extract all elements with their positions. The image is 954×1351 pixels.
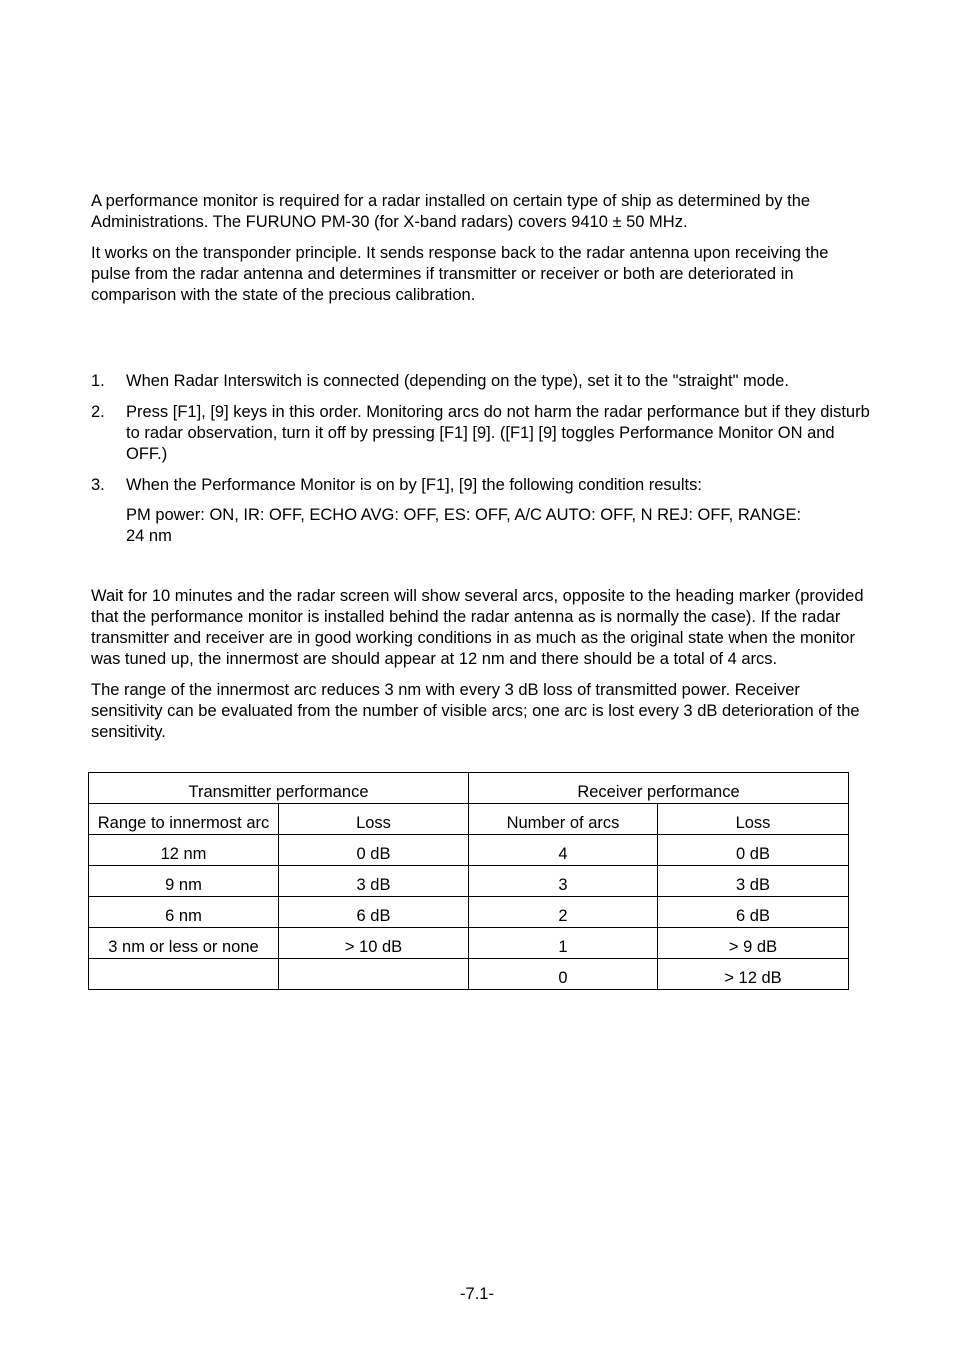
list-item [91,371,871,392]
table-cell: > 9 dB [658,928,849,959]
table-cell: 6 dB [658,897,849,928]
table-cell: 3 [469,866,658,897]
table-cell: 0 dB [279,835,469,866]
table-cell: 6 nm [89,897,279,928]
table-cell [89,959,279,990]
column-header: Loss [658,804,849,835]
step-text: When Radar Interswitch is connected (depending on the type), set it to the "straight" mode. [126,372,789,390]
table-cell: 4 [469,835,658,866]
table-row [89,835,849,866]
table-cell: 0 [469,959,658,990]
results-section [91,586,871,743]
table-cell: 3 nm or less or none [89,928,279,959]
receiver-performance-header: Receiver performance [469,773,849,804]
table-cell: 1 [469,928,658,959]
table-cell: 9 nm [89,866,279,897]
table-row [89,928,849,959]
step-text: When the Performance Monitor is on by [F1], [9] the following condition results: [126,476,702,494]
table-cell: 2 [469,897,658,928]
step-number: 1. [91,372,105,390]
intro-paragraph-2: It works on the transponder principle. It sends response back to the radar antenna upon receiving the pulse from the radar antenna and determines if transmitter or receiver or both are deteriorated in comparison with the state of the precious calibration. [91,244,829,304]
table-cell: 3 dB [658,866,849,897]
results-paragraph-2: The range of the innermost arc reduces 3 nm with every 3 dB loss of transmitted power. Receiver sensitivity can be evaluated from the number of visible arcs; one arc is lost every 3 dB deterioration of the sensitivity. [91,681,860,741]
table-cell: 0 dB [658,835,849,866]
table-cell: > 12 dB [658,959,849,990]
step-number: 3. [91,476,105,494]
intro-section [91,191,871,306]
column-header: Number of arcs [469,804,658,835]
transmitter-performance-header: Transmitter performance [89,773,469,804]
table-row [89,897,849,928]
list-item [91,402,871,465]
table-cell: 12 nm [89,835,279,866]
table-cell: 3 dB [279,866,469,897]
step-text: Press [F1], [9] keys in this order. Monitoring arcs do not harm the radar performance but if they disturb to radar observation, turn it off by pressing [F1] [9]. ([F1] [9] toggles Performance Monitor ON and OFF.) [126,403,870,463]
column-header: Range to innermost arc [89,804,279,835]
condition-line [91,505,871,547]
list-item [91,475,871,496]
table-group-header-row [89,773,849,804]
column-header: Loss [279,804,469,835]
table-cell: > 10 dB [279,928,469,959]
table-row [89,959,849,990]
intro-paragraph-1: A performance monitor is required for a radar installed on certain type of ship as determined by the Administrations. The FURUNO PM-30 (for X-band radars) covers 9410 ± 50 MHz. [91,192,811,231]
condition-text: PM power: ON, IR: OFF, ECHO AVG: OFF, ES: OFF, A/C AUTO: OFF, N REJ: OFF, RANGE: 24 nm [126,506,802,545]
results-paragraph-1: Wait for 10 minutes and the radar screen will show several arcs, opposite to the heading marker (provided that the performance monitor is installed behind the radar antenna as is normally the case). If the radar transmitter and receiver are in good working conditions in as much as the original state when the monitor was tuned up, the innermost are should appear at 12 nm and there should be a total of 4 arcs. [91,587,864,668]
setup-steps-list [91,371,871,547]
performance-table [88,772,849,990]
table-row [89,866,849,897]
step-number: 2. [91,403,105,421]
page-number: -7.1- [460,1285,494,1303]
table-column-header-row [89,804,849,835]
table-cell: 6 dB [279,897,469,928]
table-cell [279,959,469,990]
